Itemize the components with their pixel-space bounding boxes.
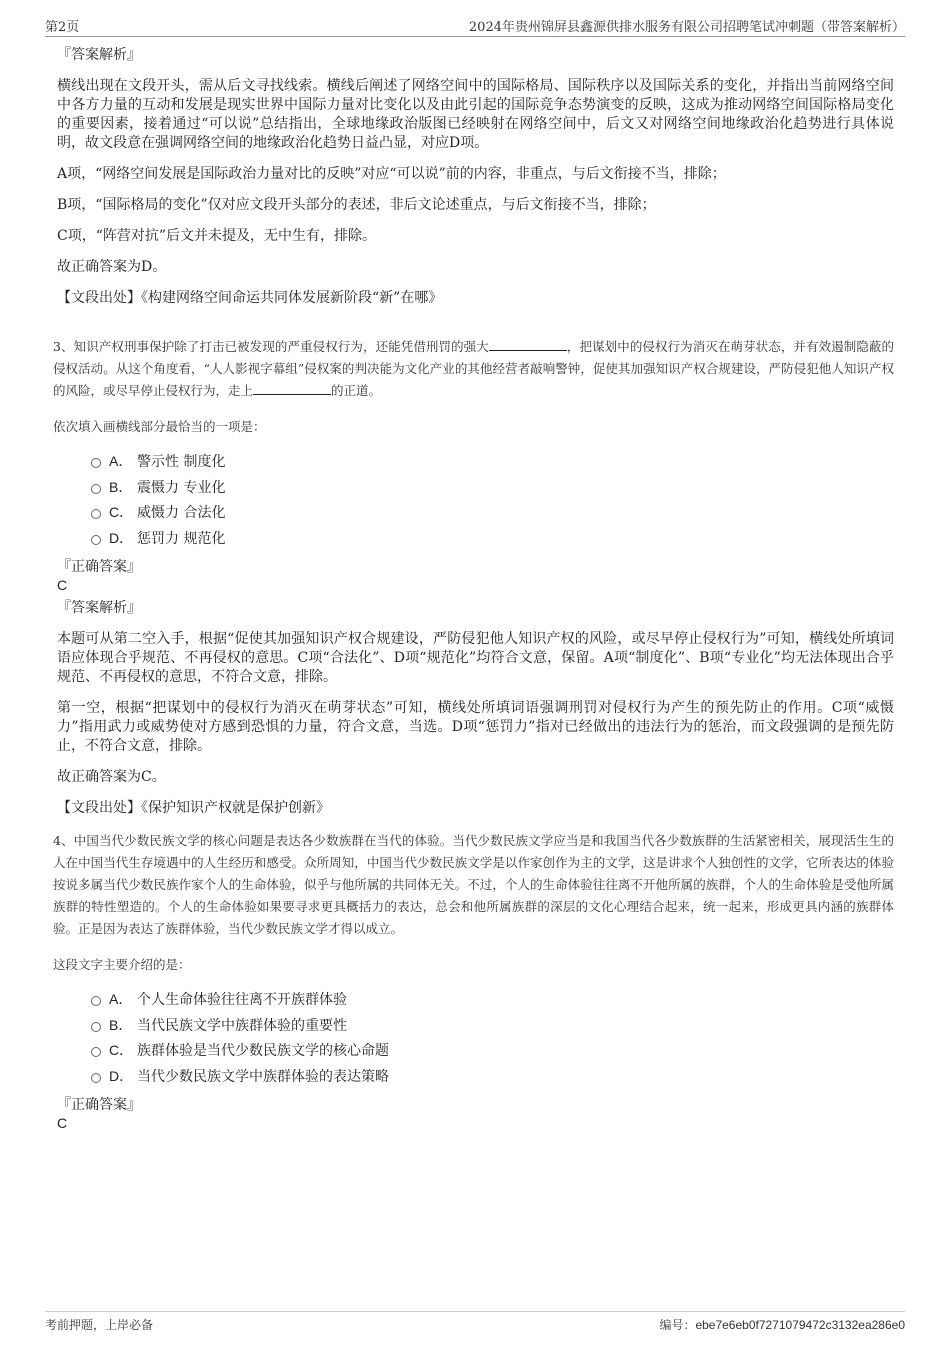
radio-icon[interactable]: [91, 996, 101, 1006]
option-letter: D．: [109, 1067, 134, 1084]
fill-blank: [253, 382, 331, 395]
option-text: 惩罚力 规范化: [137, 530, 226, 547]
option-letter: A．: [109, 991, 133, 1007]
q4-option-c[interactable]: [91, 1039, 894, 1065]
q3-answer: C: [57, 577, 68, 593]
q3-answer-label: 『正确答案』: [57, 559, 141, 575]
q2-analysis: [57, 45, 894, 308]
radio-icon[interactable]: [91, 458, 101, 468]
page-header: [45, 14, 905, 37]
fill-blank: [489, 338, 567, 351]
page-content: [53, 45, 894, 1136]
q4-options: [91, 988, 894, 1090]
q2-analysis-paragraph: C项，“阵营对抗”后文并未提及，无中生有，排除。: [57, 228, 377, 244]
q3-analysis-paragraph: 第一空，根据“把谋划中的侵权行为消灭在萌芽状态”可知，横线处所填词语强调刑罚对侵权行为产生的预先防止的作用。C项“威慑力”指用武力或威势使对方感到恐惧的力量，符合文意，当选。D项“惩罚力”指对已经做出的违法行为的惩治，而文段强调的是预先防止，不符合文意，排除。: [57, 700, 894, 754]
question-4: [53, 830, 894, 1090]
option-letter: B．: [109, 1016, 133, 1033]
q3-source: 【文段出处】《保护知识产权就是保护创新》: [57, 800, 330, 816]
q3-option-b[interactable]: [91, 476, 894, 502]
option-text: 震慑力 专业化: [137, 479, 226, 496]
option-letter: D．: [109, 529, 134, 546]
q2-analysis-paragraph: B项，“国际格局的变化”仅对应文段开头部分的表述，非后文论述重点，与后文衔接不当，排除；: [57, 197, 656, 213]
radio-icon[interactable]: [91, 1073, 101, 1083]
q4-answer: C: [57, 1115, 68, 1131]
radio-icon[interactable]: [91, 1022, 101, 1032]
question-3: [53, 336, 894, 552]
document-title: 2024年贵州锦屏县鑫源供排水服务有限公司招聘笔试冲刺题（带答案解析）: [468, 20, 905, 35]
q3-prompt: 依次填入画横线部分最恰当的一项是：: [53, 419, 266, 434]
footer-slogan: 考前押题，上岸必备: [45, 1318, 154, 1332]
q3-stem: [53, 336, 894, 402]
q3-analysis-paragraph: 故正确答案为C。: [57, 769, 166, 785]
page-footer: [45, 1311, 905, 1336]
option-text: 警示性 制度化: [137, 454, 226, 470]
q4-option-b[interactable]: [91, 1014, 894, 1040]
page-number: 第2页: [45, 20, 80, 35]
option-text: 族群体验是当代少数民族文学的核心命题: [137, 1043, 389, 1059]
radio-icon[interactable]: [91, 1047, 101, 1057]
option-letter: B．: [109, 478, 133, 495]
option-letter: C．: [109, 1042, 134, 1058]
q2-analysis-label: 『答案解析』: [57, 47, 141, 63]
radio-icon[interactable]: [91, 509, 101, 519]
option-text: 威慑力 合法化: [137, 505, 226, 521]
option-letter: A．: [109, 453, 133, 469]
q4-option-a[interactable]: [91, 988, 894, 1014]
q2-source: 【文段出处】《构建网络空间命运共同体发展新阶段“新”在哪》: [57, 290, 443, 306]
q3-option-d[interactable]: [91, 527, 894, 553]
q3-stem-part: 的正道。: [331, 383, 382, 398]
radio-icon[interactable]: [91, 484, 101, 494]
q2-analysis-paragraph: A项，“网络空间发展是国际政治力量对比的反映”对应“可以说”前的内容，非重点，与后文衔接不当，排除；: [57, 166, 726, 182]
q4-stem: 4、中国当代少数民族文学的核心问题是表达各少数族群在当代的体验。当代少数民族文学应当是和我国当代各少数族群的生活紧密相关，展现活生生的人在中国当代生存境遇中的人生经历和感受。众所周知，中国当代少数民族文学是以作家创作为主的文学，这是讲求个人独创性的文学，它所表达的体验按说多属当代少数民族作家个人的生命体验，似乎与他所属的共同体无关。不过，个人的生命体验往往离不开他所属的族群，个人的生命体验是受他所属族群的特性塑造的。个人的生命体验如果要寻求更具概括力的表达，总会和他所属族群的深层的文化心理结合起来，统一起来，形成更具内涵的族群体验。正是因为表达了族群体验，当代少数民族文学才得以成立。: [53, 833, 894, 936]
option-text: 当代民族文学中族群体验的重要性: [137, 1017, 347, 1034]
q3-analysis-paragraph: 本题可从第二空入手，根据“促使其加强知识产权合规建设，严防侵犯他人知识产权的风险，或尽早停止侵权行为”可知，横线处所填词语应体现合乎规范、不再侵权的意思。C项“合法化”、D项“规范化”均符合文意，保留。A项“制度化”、B项“专业化”均无法体现出合乎规范、不再侵权的意思，不符合文意，排除。: [57, 631, 894, 685]
document-id: 编号：ebe7e6eb0f7271079472c3132ea286e0: [659, 1318, 905, 1332]
q3-analysis-label: 『答案解析』: [57, 600, 141, 616]
q2-analysis-paragraph: 故正确答案为D。: [57, 259, 167, 275]
option-text: 当代少数民族文学中族群体验的表达策略: [137, 1068, 389, 1085]
q4-prompt: 这段文字主要介绍的是：: [53, 957, 191, 972]
q3-stem-part: ，把谋划中的侵权行为消灭在萌芽状态，并有效遏制隐蔽的侵权活动。从这个角度看，“人人影视字幕组”侵权案的判决能为文化产业的其他经营者敲响警钟，促使其加强知识产权合规建设，严防侵犯他人知识产权的风险，或尽早停止侵权行为，走上: [53, 339, 894, 398]
q4-answer-label: 『正确答案』: [57, 1097, 141, 1113]
q2-analysis-paragraph: 横线出现在文段开头，需从后文寻找线索。横线后阐述了网络空间中的国际格局、国际秩序以及国际关系的变化，并指出当前网络空间中各方力量的互动和发展是现实世界中国际力量对比变化以及由此引起的国际竞争态势演变的反映，这成为推动网络空间国际格局变化的重要因素，接着通过“可以说”总结指出，全球地缘政治版图已经映射在网络空间中，后文又对网络空间地缘政治化趋势进行具体说明，故文段意在强调网络空间的地缘政治化趋势日益凸显，对应D项。: [57, 78, 894, 151]
q3-option-c[interactable]: [91, 501, 894, 527]
q3-option-a[interactable]: [91, 450, 894, 476]
option-letter: C．: [109, 504, 134, 520]
radio-icon[interactable]: [91, 535, 101, 545]
q3-options: [91, 450, 894, 552]
q3-stem-part: 3、知识产权刑事保护除了打击已被发现的严重侵权行为，还能凭借刑罚的强大: [53, 339, 489, 354]
option-text: 个人生命体验往往离不开族群体验: [137, 992, 347, 1008]
q4-option-d[interactable]: [91, 1065, 894, 1091]
